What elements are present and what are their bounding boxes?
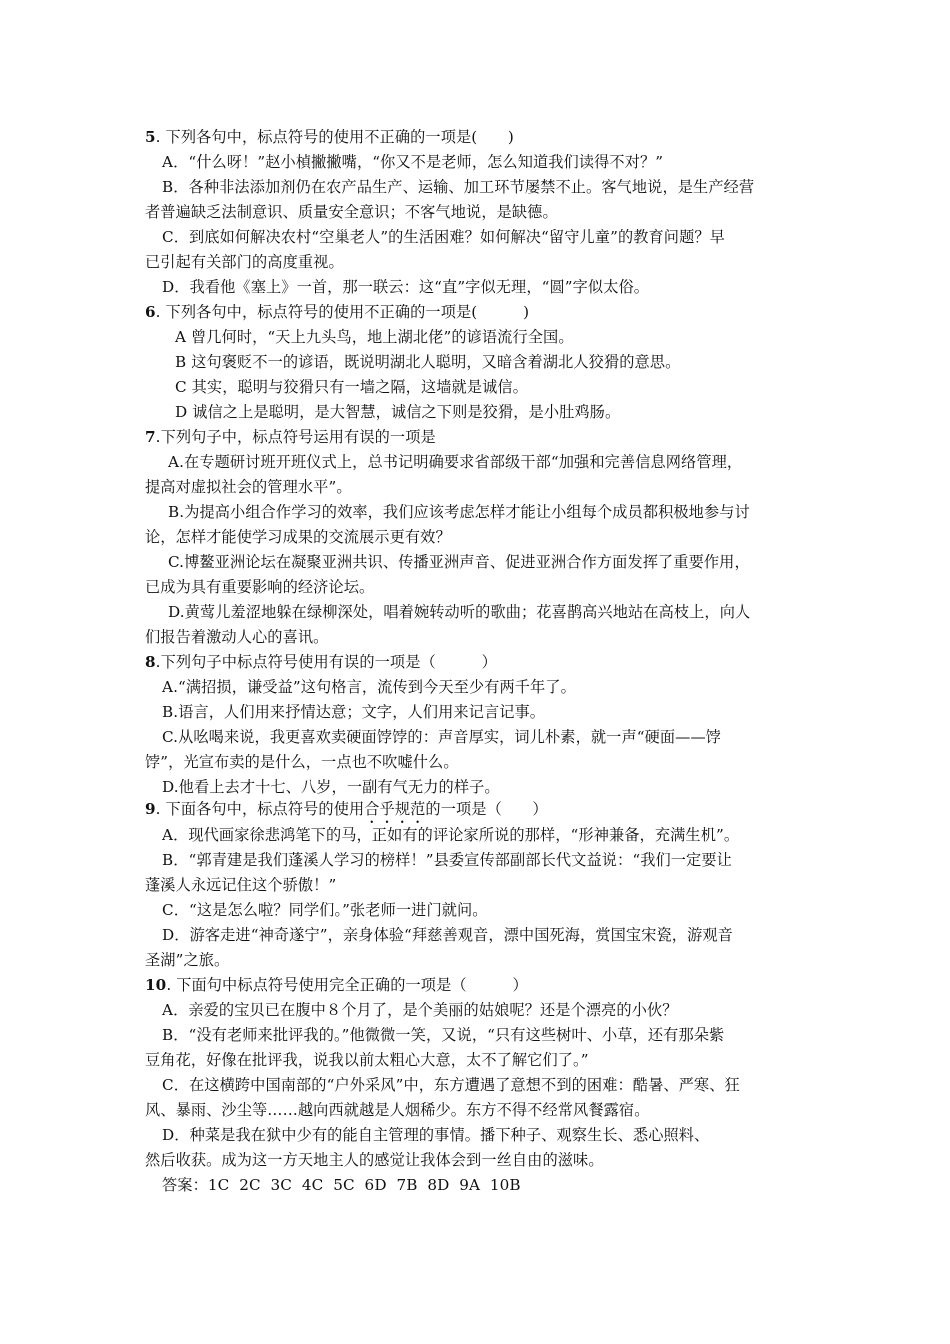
- question-9-text-post: 的一项是（ ）: [425, 800, 548, 818]
- q8-option-c-line1: C.从吆喝来说，我更喜欢卖硬面饽饽的：声音厚实，词儿朴素，就一声“硬面——饽: [162, 728, 722, 746]
- q7-option-a-line1: A.在专题研讨班开班仪式上，总书记明确要求省部级干部“加强和完善信息网络管理，: [168, 453, 743, 471]
- question-6-text: . 下列各句中，标点符号的使用不正确的一项是( ): [155, 303, 530, 321]
- q5-option-a: A．“什么呀！”赵小楨撇撇嘴，“你又不是老师，怎么知道我们读得不对？”: [162, 153, 664, 171]
- q9-option-b-line1: B．“郭青建是我们蓬溪人学习的榜样！”县委宣传部副部长代文益说：“我们一定要让: [162, 851, 732, 869]
- q9-option-c: C．“这是怎么啦？同学们。”张老师一进门就问。: [162, 901, 488, 919]
- question-5-stem: [145, 125, 514, 149]
- question-9-stem: [145, 797, 548, 821]
- q9-option-a: A．现代画家徐悲鸿笔下的马，正如有的评论家所说的那样，“形神兼备，充满生机”。: [162, 826, 740, 844]
- q5-option-c-line1: C．到底如何解决农村“空巢老人”的生活困难？如何解决“留守儿童”的教育问题？早: [162, 228, 725, 246]
- q6-option-c: C 其实，聪明与狡猾只有一墙之隔，这墙就是诚信。: [175, 378, 528, 396]
- q9-option-d-line1: D．游客走进“神奇遂宁”，亲身体验“拜慈善观音，漂中国死海，赏国宝宋瓷，游观音: [162, 926, 733, 944]
- q7-option-c-line1: C.博鳌亚洲论坛在凝聚亚洲共识、传播亚洲声音、促进亚洲合作方面发挥了重要作用，: [168, 553, 750, 571]
- q6-option-a: A 曾几何时，“天上九头鸟，地上湖北佬”的谚语流行全国。: [175, 328, 574, 346]
- question-9-text-pre: . 下面各句中，标点符号的使用: [155, 800, 365, 818]
- question-10-stem: [145, 973, 528, 997]
- q10-option-c-line2: 风、暴雨、沙尘等……越向西就越是人烟稀少。东方不得不经常风餐露宿。: [145, 1101, 650, 1119]
- question-10-text: . 下面句中标点符号使用完全正确的一项是（ ）: [166, 976, 528, 994]
- q10-option-b-line1: B．“没有老师来批评我的。”他微微一笑，又说，“只有这些树叶、小草，还有那朵紫: [162, 1026, 725, 1044]
- question-5-text: . 下列各句中，标点符号的使用不正确的一项是( ): [155, 128, 514, 146]
- q8-option-b: B.语言，人们用来抒情达意；文字，人们用来记言记事。: [162, 703, 546, 721]
- q6-option-d: D 诚信之上是聪明，是大智慧，诚信之下则是狡猾，是小肚鸡肠。: [175, 403, 621, 421]
- q5-option-b-line1: B．各种非法添加剂仍在农产品生产、运输、加工环节屡禁不止。客气地说，是生产经营: [162, 178, 755, 196]
- q10-option-d-line1: D．种菜是我在狱中少有的能自主管理的事情。播下种子、观察生长、悉心照料、: [162, 1126, 710, 1144]
- answer-key: 答案：1C 2C 3C 4C 5C 6D 7B 8D 9A 10B: [162, 1176, 521, 1194]
- q10-option-c-line1: C．在这横跨中国南部的“户外采风”中，东方遭遇了意想不到的困难：酷暑、严寒、狂: [162, 1076, 740, 1094]
- q5-option-d: D．我看他《塞上》一首，那一联云：这“直”字似无理，“圆”字似太俗。: [162, 278, 650, 296]
- question-7-text: .下列句子中，标点符号运用有误的一项是: [155, 428, 436, 446]
- q10-option-a: A．亲爱的宝贝已在腹中８个月了，是个美丽的姑娘呢？还是个漂亮的小伙？: [162, 1001, 678, 1019]
- question-8-stem: [145, 650, 497, 674]
- q7-option-b-line2: 论，怎样才能使学习成果的交流展示更有效？: [145, 528, 451, 546]
- q6-option-b: B 这句褒贬不一的谚语，既说明湖北人聪明，又暗含着湖北人狡猾的意思。: [175, 353, 681, 371]
- question-9-emphasis: 合乎规范: [364, 800, 426, 818]
- question-8-number: 8: [145, 653, 156, 671]
- q8-option-d: D.他看上去才十七、八岁，一副有气无力的样子。: [162, 778, 500, 796]
- q7-option-a-line2: 提高对虚拟社会的管理水平”。: [145, 478, 352, 496]
- q8-option-a: A.“满招损，谦受益”这句格言，流传到今天至少有两千年了。: [162, 678, 576, 696]
- q9-option-d-line2: 圣湖”之旅。: [145, 951, 230, 969]
- q5-option-c-line2: 已引起有关部门的高度重视。: [145, 253, 344, 271]
- question-10-number: 10: [145, 976, 167, 994]
- q7-option-d-line2: 们报告着激动人心的喜讯。: [145, 628, 329, 646]
- q7-option-d-line1: D.黄莺儿羞涩地躲在绿柳深处，唱着婉转动听的歌曲；花喜鹊高兴地站在高枝上，向人: [168, 603, 751, 621]
- question-6-stem: [145, 300, 529, 324]
- q7-option-b-line1: B.为提高小组合作学习的效率，我们应该考虑怎样才能让小组每个成员都积极地参与讨: [168, 503, 750, 521]
- q8-option-c-line2: 饽”，光宣布卖的是什么，一点也不吹嘘什么。: [145, 753, 459, 771]
- question-7-stem: [145, 425, 436, 449]
- question-8-text: .下列句子中标点符号使用有误的一项是（ ）: [155, 653, 497, 671]
- question-6-number: 6: [145, 303, 156, 321]
- q10-option-b-line2: 豆角花，好像在批评我，说我以前太粗心大意，太不了解它们了。”: [145, 1051, 589, 1069]
- q5-option-b-line2: 者普遍缺乏法制意识、质量安全意识；不客气地说，是缺德。: [145, 203, 558, 221]
- question-9-number: 9: [145, 800, 156, 818]
- q10-option-d-line2: 然后收获。成为这一方天地主人的感觉让我体会到一丝自由的滋味。: [145, 1151, 604, 1169]
- q7-option-c-line2: 已成为具有重要影响的经济论坛。: [145, 578, 375, 596]
- question-5-number: 5: [145, 128, 156, 146]
- q9-option-b-line2: 蓬溪人永远记住这个骄傲！”: [145, 876, 337, 894]
- question-7-number: 7: [145, 428, 156, 446]
